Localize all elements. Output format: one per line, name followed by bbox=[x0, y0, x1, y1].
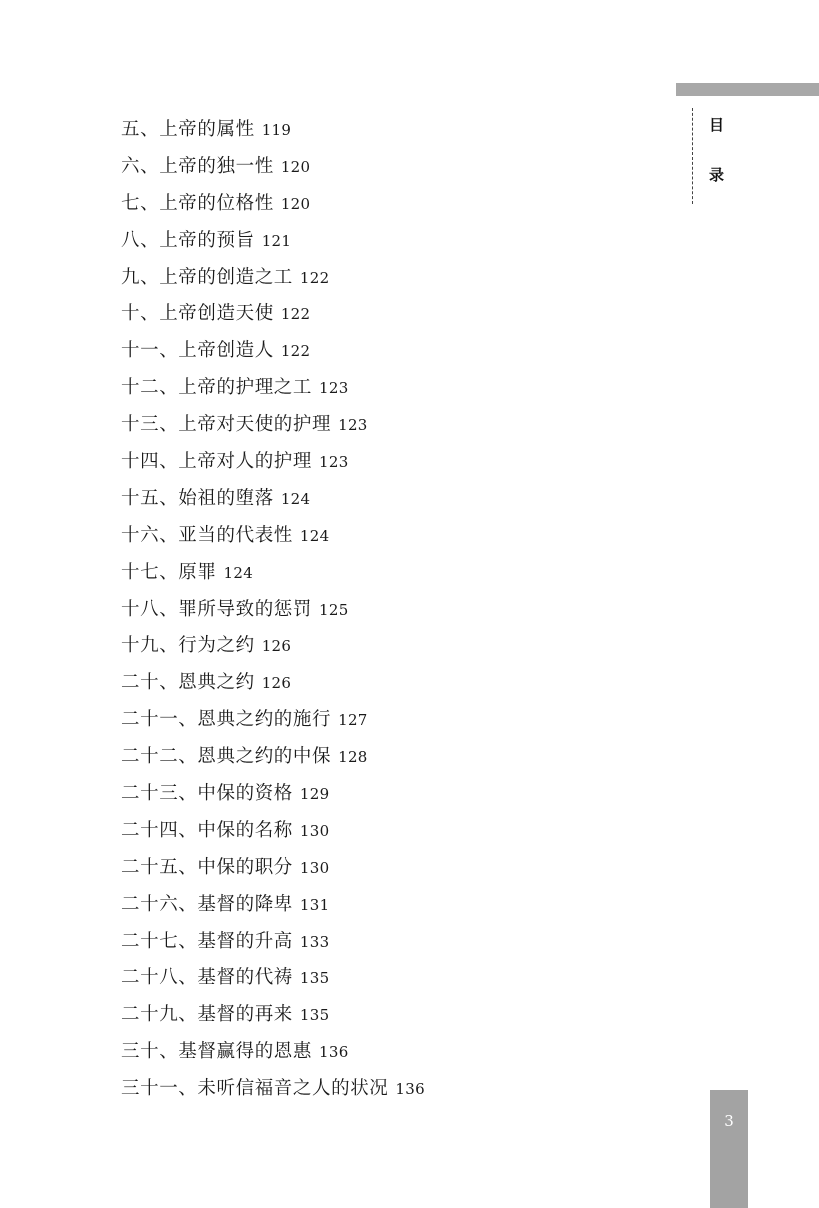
toc-entry-page: 128 bbox=[338, 748, 368, 767]
toc-entry-page: 130 bbox=[299, 821, 330, 840]
toc-entry-title: 十七、原罪 bbox=[121, 561, 217, 583]
section-label-char-1: 目 bbox=[709, 116, 725, 134]
toc-entry-page: 135 bbox=[299, 1006, 330, 1025]
toc-entry-title: 六、上帝的独一性 bbox=[121, 155, 274, 177]
toc-entry bbox=[121, 112, 641, 149]
toc-entry bbox=[121, 813, 641, 850]
toc-entry-page: 123 bbox=[319, 379, 349, 398]
toc-entry bbox=[121, 739, 641, 776]
toc-entry bbox=[121, 776, 641, 813]
toc-entry-page: 129 bbox=[299, 785, 330, 804]
toc-entry-title: 十二、上帝的护理之工 bbox=[121, 377, 313, 399]
toc-entry bbox=[121, 960, 641, 997]
toc-entry-page: 126 bbox=[261, 637, 292, 656]
toc-entry-title: 十三、上帝对天使的护理 bbox=[121, 414, 332, 436]
toc-entry bbox=[121, 149, 641, 186]
toc-entry-page: 122 bbox=[280, 305, 311, 324]
page-number-tab bbox=[710, 1090, 748, 1208]
toc-entry-title: 二十六、基督的降卑 bbox=[121, 893, 293, 915]
toc-entry-title: 十五、始祖的堕落 bbox=[121, 487, 274, 509]
toc-entry-title: 二十七、基督的升高 bbox=[121, 930, 293, 952]
header-bar bbox=[676, 83, 819, 96]
toc-entry-title: 十一、上帝创造人 bbox=[121, 340, 274, 362]
toc-entry-page: 119 bbox=[261, 121, 292, 139]
toc-entry-page: 124 bbox=[223, 563, 254, 582]
toc-entry-page: 122 bbox=[299, 268, 330, 287]
toc-entry-title: 十四、上帝对人的护理 bbox=[121, 451, 313, 473]
toc-entry-title: 二十、恩典之约 bbox=[121, 672, 255, 694]
toc-entry-title: 十八、罪所导致的惩罚 bbox=[121, 598, 313, 620]
toc-entry bbox=[121, 924, 641, 961]
toc-entry bbox=[121, 481, 641, 518]
toc-entry bbox=[121, 702, 641, 739]
toc-entry-page: 121 bbox=[261, 231, 292, 250]
table-of-contents bbox=[121, 112, 641, 1108]
section-label-divider bbox=[692, 108, 693, 204]
toc-entry-title: 二十四、中保的名称 bbox=[121, 819, 293, 841]
toc-entry-page: 133 bbox=[299, 932, 330, 951]
toc-entry-title: 三十、基督赢得的恩惠 bbox=[121, 1041, 313, 1063]
toc-entry-title: 二十八、基督的代祷 bbox=[121, 967, 293, 989]
toc-entry bbox=[121, 223, 641, 260]
toc-entry bbox=[121, 628, 641, 665]
toc-entry bbox=[121, 370, 641, 407]
toc-entry bbox=[121, 444, 641, 481]
toc-entry bbox=[121, 296, 641, 333]
toc-entry-page: 136 bbox=[395, 1080, 425, 1099]
section-label bbox=[692, 108, 732, 208]
toc-entry bbox=[121, 1071, 641, 1108]
toc-entry bbox=[121, 555, 641, 592]
toc-entry bbox=[121, 997, 641, 1034]
toc-entry-page: 124 bbox=[299, 526, 330, 545]
toc-entry-page: 135 bbox=[299, 969, 330, 988]
toc-entry bbox=[121, 887, 641, 924]
toc-entry-page: 123 bbox=[319, 453, 349, 472]
toc-entry-title: 二十三、中保的资格 bbox=[121, 783, 293, 805]
toc-entry-page: 131 bbox=[299, 895, 330, 914]
toc-entry-title: 七、上帝的位格性 bbox=[121, 192, 274, 214]
toc-entry-title: 二十二、恩典之约的中保 bbox=[121, 746, 332, 768]
toc-entry-title: 八、上帝的预旨 bbox=[121, 229, 255, 251]
section-label-char-2: 录 bbox=[709, 166, 725, 184]
toc-entry-page: 127 bbox=[338, 711, 368, 730]
toc-entry-page: 120 bbox=[280, 194, 311, 213]
toc-entry-title: 三十一、未听信福音之人的状况 bbox=[121, 1078, 389, 1100]
toc-entry-page: 124 bbox=[280, 489, 311, 508]
toc-entry-page: 122 bbox=[280, 342, 311, 361]
toc-entry-title: 二十五、中保的职分 bbox=[121, 856, 293, 878]
toc-entry bbox=[121, 407, 641, 444]
toc-entry bbox=[121, 260, 641, 297]
toc-entry-title: 十九、行为之约 bbox=[121, 635, 255, 657]
toc-entry-page: 120 bbox=[280, 157, 311, 176]
toc-entry bbox=[121, 850, 641, 887]
toc-entry bbox=[121, 1034, 641, 1071]
toc-entry-title: 十六、亚当的代表性 bbox=[121, 524, 293, 546]
toc-entry-title: 二十一、恩典之约的施行 bbox=[121, 709, 332, 731]
toc-entry bbox=[121, 518, 641, 555]
toc-entry bbox=[121, 592, 641, 629]
toc-entry-page: 136 bbox=[319, 1043, 349, 1062]
toc-entry bbox=[121, 186, 641, 223]
toc-entry-title: 十、上帝创造天使 bbox=[121, 303, 274, 325]
toc-entry-title: 九、上帝的创造之工 bbox=[121, 266, 293, 288]
toc-entry-page: 130 bbox=[299, 858, 330, 877]
toc-entry bbox=[121, 333, 641, 370]
toc-entry-title: 五、上帝的属性 bbox=[121, 119, 255, 140]
toc-entry bbox=[121, 665, 641, 702]
page-number: 3 bbox=[724, 1112, 734, 1130]
toc-entry-page: 125 bbox=[319, 600, 349, 619]
toc-entry-title: 二十九、基督的再来 bbox=[121, 1004, 293, 1026]
toc-entry-page: 123 bbox=[338, 416, 368, 435]
toc-entry-page: 126 bbox=[261, 674, 292, 693]
